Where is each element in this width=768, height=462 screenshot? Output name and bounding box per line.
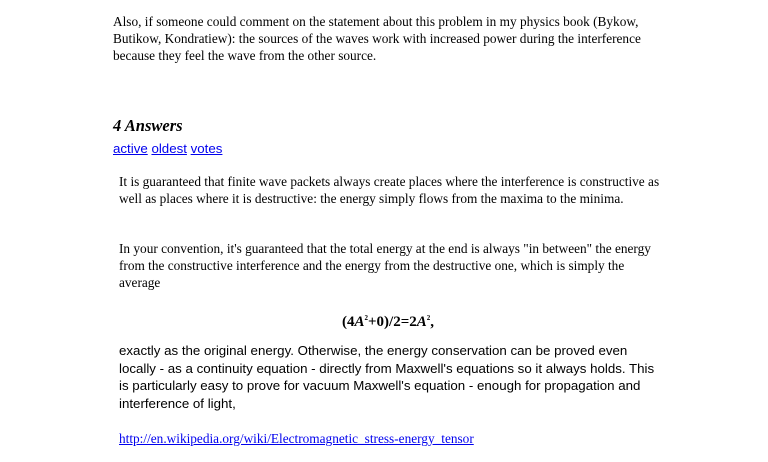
answer-sort-tabs [113,140,222,157]
sort-tab-active[interactable]: active [113,141,148,156]
formula-variable-a: A [416,314,427,330]
answers-count-heading: 4 Answers [113,116,183,135]
sort-tab-votes[interactable]: votes [190,141,223,156]
question-body-text: Also, if someone could comment on the statement about this problem in my physics book (Bykow, Butikow, Kondratiew): the sources of the waves work with increased power during the interference because they feel the wave from the other source. [113,14,641,63]
energy-average-formula [0,309,768,331]
formula-variable-a: A [354,314,365,330]
formula-close: , [430,314,435,330]
formula-exponent: 2 [364,314,368,322]
formula-open: (4 [341,314,355,330]
answer-paragraph-2: In your convention, it's guaranteed that the total energy at the end is always "in between" the energy from the constructive interference and the energy from the destructive one, which is simply the average [119,241,651,290]
answer-paragraph-3: exactly as the original energy. Otherwise, the energy conservation can be proved even locally - as a continuity equation - directly from Maxwell's equations so it always holds. This is particularly easy to prove for vacuum Maxwell's equation - enough for propagation and interference of light, [119,343,655,411]
sort-tab-oldest[interactable]: oldest [151,141,187,156]
answer-paragraph-1: It is guaranteed that finite wave packets always create places where the interference is constructive as well as places where it is destructive: the energy simply flows from the maxima to the minima. [119,174,660,206]
formula-middle: +0)/2=2 [367,314,417,330]
wikipedia-link[interactable]: http://en.wikipedia.org/wiki/Electromagnetic_stress-energy_tensor [119,431,474,446]
formula-exponent: 2 [426,314,431,322]
